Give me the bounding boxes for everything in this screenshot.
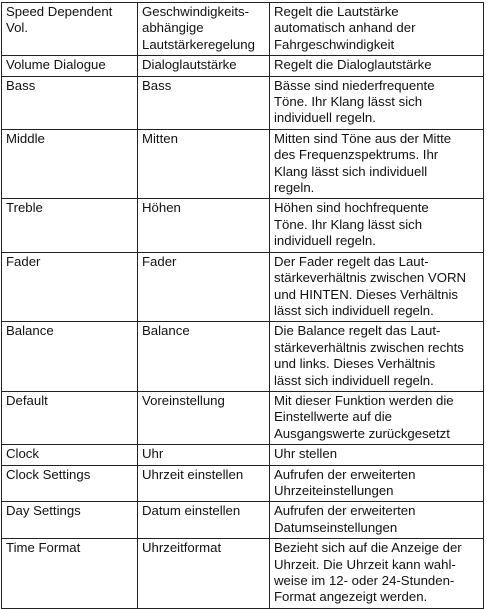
- cell-line: Time Format: [6, 540, 81, 556]
- table-row: [2, 129, 484, 199]
- cell-line: Höhen sind hochfrequente: [274, 200, 429, 216]
- cell-line: Clock Settings: [6, 466, 91, 482]
- cell-line: Fader: [142, 253, 177, 269]
- description-cell: [270, 322, 484, 392]
- cell-line: Bezieht sich auf die Anzeige der: [274, 540, 462, 556]
- cell-line: Ausgangswerte zurückgesetzt: [274, 425, 450, 441]
- table-row: [2, 56, 484, 76]
- english-term-cell: [2, 56, 138, 76]
- cell-line: lässt sich individuell regeln.: [274, 302, 434, 318]
- cell-line: stärkeverhältnis zwischen VORN: [274, 270, 467, 286]
- cell-line: Fader: [6, 253, 41, 269]
- cell-line: Regelt die Dialoglautstärke: [274, 57, 432, 73]
- cell-line: individuell regeln.: [274, 233, 376, 249]
- cell-line: Geschwindigkeits-: [142, 4, 250, 19]
- settings-table-body: [2, 3, 484, 609]
- cell-line: Volume Dialogue: [6, 57, 106, 73]
- table-row: [2, 76, 484, 129]
- cell-line: Mitten sind Töne aus der Mitte: [274, 130, 452, 146]
- description-cell: [270, 539, 484, 609]
- cell-line: automatisch anhand der: [274, 20, 416, 36]
- table-row: [2, 465, 484, 502]
- cell-line: Bässe sind niederfrequente: [274, 77, 435, 93]
- table-row: [2, 199, 484, 252]
- english-term-cell: [2, 445, 138, 465]
- cell-line: Uhr: [142, 446, 164, 462]
- table-row: [2, 445, 484, 465]
- cell-line: Balance: [142, 323, 190, 339]
- cell-line: des Frequenzspektrums. Ihr: [274, 147, 439, 163]
- cell-line: Voreinstellung: [142, 392, 225, 408]
- description-cell: [270, 76, 484, 129]
- cell-line: Mit dieser Funktion werden die: [274, 392, 454, 408]
- description-cell: [270, 391, 484, 444]
- cell-line: Klang lässt sich individuell: [274, 163, 428, 179]
- description-cell: [270, 56, 484, 76]
- german-term-cell: [138, 129, 270, 199]
- german-term-cell: [138, 539, 270, 609]
- cell-line: Balance: [6, 323, 54, 339]
- english-term-cell: [2, 322, 138, 392]
- german-term-cell: [138, 391, 270, 444]
- english-term-cell: [2, 129, 138, 199]
- english-term-cell: [2, 76, 138, 129]
- cell-line: Format angezeigt werden.: [274, 589, 428, 605]
- cell-line: Höhen: [142, 200, 181, 216]
- cell-line: Datumseinstellungen: [274, 519, 398, 535]
- cell-line: Aufrufen der erweiterten: [274, 466, 416, 482]
- english-term-cell: [2, 502, 138, 539]
- table-row: [2, 252, 484, 322]
- cell-line: Töne. Ihr Klang lässt sich: [274, 94, 423, 110]
- cell-line: stärkeverhältnis zwischen rechts: [274, 339, 464, 355]
- cell-line: Der Fader regelt das Laut-: [274, 253, 429, 269]
- table-row: [2, 3, 484, 56]
- cell-line: Treble: [6, 200, 43, 216]
- description-cell: [270, 3, 484, 56]
- table-row: [2, 502, 484, 539]
- german-term-cell: [138, 3, 270, 56]
- cell-line: Aufrufen der erweiterten: [274, 503, 416, 519]
- cell-line: weise im 12- oder 24-Stunden-: [274, 573, 455, 588]
- german-term-cell: [138, 199, 270, 252]
- cell-line: Uhrzeit. Die Uhrzeit kann wahl-: [274, 556, 456, 572]
- english-term-cell: [2, 252, 138, 322]
- cell-line: lässt sich individuell regeln.: [274, 372, 434, 388]
- cell-line: Day Settings: [6, 503, 81, 519]
- cell-line: Bass: [6, 77, 36, 93]
- german-term-cell: [138, 465, 270, 502]
- cell-line: Die Balance regelt das Laut-: [274, 323, 441, 339]
- cell-line: Clock: [6, 446, 39, 462]
- german-term-cell: [138, 56, 270, 76]
- cell-line: und links. Dieses Verhältnis: [274, 356, 436, 372]
- cell-line: Middle: [6, 130, 45, 146]
- settings-table: [1, 2, 484, 609]
- cell-line: Vol.: [6, 20, 28, 36]
- german-term-cell: [138, 322, 270, 392]
- cell-line: Default: [6, 392, 48, 408]
- table-row: [2, 322, 484, 392]
- cell-line: individuell regeln.: [274, 110, 376, 126]
- cell-line: Dialoglautstärke: [142, 57, 237, 73]
- cell-line: Uhr stellen: [274, 446, 338, 462]
- cell-line: regeln.: [274, 180, 315, 196]
- cell-line: und HINTEN. Dieses Verhältnis: [274, 286, 458, 302]
- table-row: [2, 391, 484, 444]
- cell-line: Bass: [142, 77, 172, 93]
- description-cell: [270, 502, 484, 539]
- table-row: [2, 539, 484, 609]
- english-term-cell: [2, 465, 138, 502]
- description-cell: [270, 199, 484, 252]
- english-term-cell: [2, 539, 138, 609]
- german-term-cell: [138, 76, 270, 129]
- cell-line: Uhrzeit einstellen: [142, 466, 244, 482]
- german-term-cell: [138, 502, 270, 539]
- cell-line: Töne. Ihr Klang lässt sich: [274, 216, 423, 232]
- description-cell: [270, 252, 484, 322]
- cell-line: Uhrzeitformat: [142, 540, 222, 556]
- cell-line: Regelt die Lautstärke: [274, 4, 399, 19]
- english-term-cell: [2, 3, 138, 56]
- cell-line: Datum einstellen: [142, 503, 241, 519]
- cell-line: Uhrzeiteinstellungen: [274, 482, 394, 498]
- english-term-cell: [2, 391, 138, 444]
- cell-line: Mitten: [142, 130, 178, 146]
- english-term-cell: [2, 199, 138, 252]
- cell-line: Einstellwerte auf die: [274, 409, 393, 425]
- description-cell: [270, 465, 484, 502]
- cell-line: abhängige: [142, 20, 204, 36]
- german-term-cell: [138, 252, 270, 322]
- description-cell: [270, 129, 484, 199]
- german-term-cell: [138, 445, 270, 465]
- cell-line: Speed Dependent: [6, 4, 113, 19]
- cell-line: Lautstärkeregelung: [142, 36, 255, 52]
- description-cell: [270, 445, 484, 465]
- cell-line: Fahrgeschwindigkeit: [274, 36, 395, 52]
